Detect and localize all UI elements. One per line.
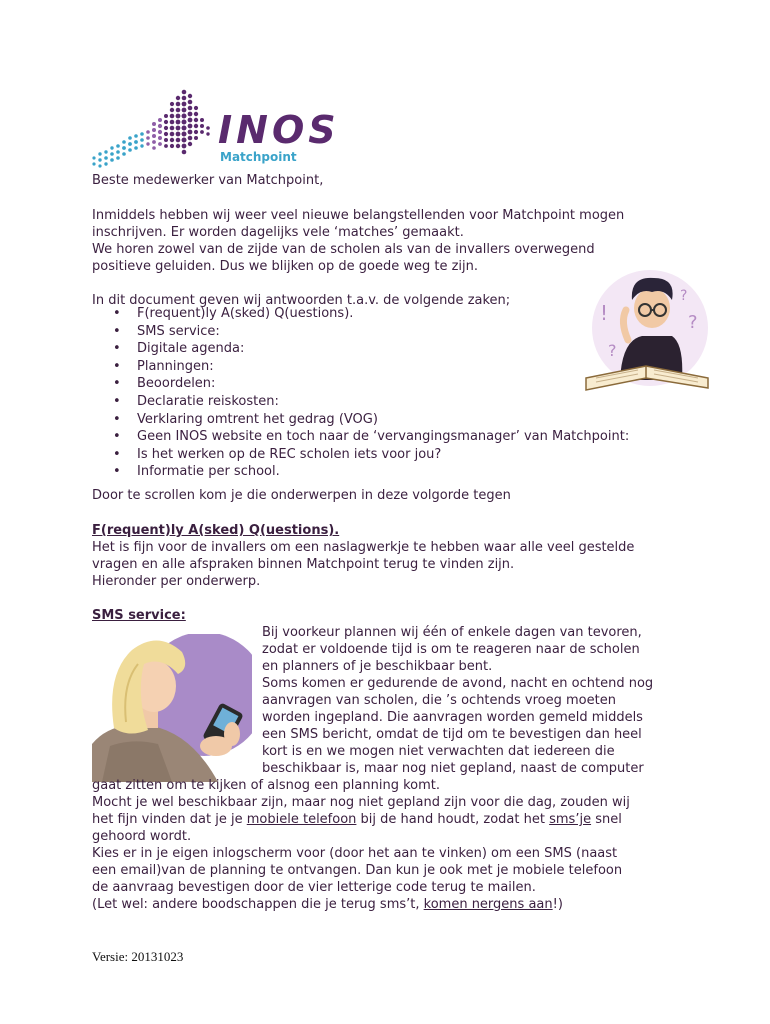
sms-line	[92, 896, 563, 913]
sms-line: gehoord wordt.	[92, 829, 192, 844]
sms-line: een email)van de planning te ontvangen. Dan kun je ook met je mobiele telefoon	[92, 863, 623, 878]
komen-nergens-aan-link[interactable]: komen nergens aan	[423, 897, 553, 912]
topic-item: • F(requent)ly A(sked) Q(uestions).	[110, 305, 629, 323]
sms-text: het fijn vinden dat je je	[92, 812, 247, 827]
topic-item: • SMS service:	[110, 323, 629, 341]
svg-text:?: ?	[688, 312, 698, 333]
smsje-link[interactable]: sms’je	[549, 812, 592, 827]
intro-line: positieve geluiden. Dus we blijken op de goede weg te zijn.	[92, 259, 478, 274]
sms-line: aanvragen van scholen, die ’s ochtends vroeg moeten	[262, 693, 616, 708]
sms-line: Mocht je wel beschikbaar zijn, maar nog niet gepland zijn voor die dag, zouden wij	[92, 795, 630, 810]
topics-outro: Door te scrollen kom je die onderwerpen in deze volgorde tegen	[92, 488, 511, 503]
sms-line: gaat zitten om te kijken of alsnog een planning komt.	[92, 778, 440, 793]
topic-item: • Beoordelen:	[110, 375, 629, 393]
topic-item: • Digitale agenda:	[110, 340, 629, 358]
sms-line: Kies er in je eigen inlogscherm voor (door het aan te vinken) om een SMS (naast	[92, 846, 618, 861]
topic-item: • Is het werken op de REC scholen iets voor jou?	[110, 446, 629, 464]
svg-text:!: !	[600, 301, 609, 325]
topic-item: • Informatie per school.	[110, 463, 629, 481]
faq-line: vragen en alle afspraken binnen Matchpoint terug te vinden zijn.	[92, 557, 515, 572]
sms-line: een SMS bericht, omdat de tijd om te bevestigen dan heel	[262, 727, 642, 742]
sms-line	[92, 811, 622, 828]
sms-text: bij de hand houdt, zodat het	[356, 812, 550, 827]
sms-line: zodat er voldoende tijd is om te reageren naar de scholen	[262, 642, 640, 657]
sms-line: de aanvraag bevestigen door de vier letterige code terug te mailen.	[92, 880, 536, 895]
intro-line: We horen zowel van de zijde van de scholen als van de invallers overwegend	[92, 242, 595, 257]
sms-line: Soms komen er gedurende de avond, nacht en ochtend nog	[262, 676, 654, 691]
sms-heading: SMS service:	[92, 608, 186, 623]
logo-brand: INOS	[218, 108, 340, 152]
svg-text:?: ?	[680, 288, 688, 304]
sms-text: (Let wel: andere boodschappen die je terug sms’t,	[92, 897, 424, 912]
sms-line: en planners of je beschikbaar bent.	[262, 659, 493, 674]
sms-line: beschikbaar is, maar nog niet gepland, naast de computer	[262, 761, 644, 776]
faq-heading: F(requent)ly A(sked) Q(uestions).	[92, 523, 340, 538]
mobiele-telefoon-link[interactable]: mobiele telefoon	[246, 812, 357, 827]
sms-text: snel	[591, 812, 622, 827]
greeting: Beste medewerker van Matchpoint,	[92, 173, 324, 188]
reading-man-illustration	[580, 270, 720, 400]
faq-line: Het is fijn voor de invallers om een naslagwerkje te hebben waar alle veel gestelde	[92, 540, 635, 555]
topic-item: • Planningen:	[110, 358, 629, 376]
svg-text:?: ?	[608, 341, 617, 360]
sms-line: worden ingepland. Die aanvragen worden gemeld middels	[262, 710, 643, 725]
sms-text: !)	[552, 897, 563, 912]
sms-line: kort is en we mogen niet verwachten dat iedereen die	[262, 744, 615, 759]
intro-line: Inmiddels hebben wij weer veel nieuwe belangstellenden voor Matchpoint mogen	[92, 208, 625, 223]
woman-with-phone-illustration	[92, 634, 252, 782]
faq-line: Hieronder per onderwerp.	[92, 574, 261, 589]
topics-intro: In dit document geven wij antwoorden t.a.v. de volgende zaken;	[92, 293, 511, 308]
sms-line: Bij voorkeur plannen wij één of enkele dagen van tevoren,	[262, 625, 642, 640]
logo-sub: Matchpoint	[220, 150, 297, 164]
version-label: Versie: 20131023	[92, 949, 184, 964]
topic-item: • Verklaring omtrent het gedrag (VOG)	[110, 411, 629, 429]
topics-list	[110, 305, 629, 481]
topic-item: • Geen INOS website en toch naar de ‘vervangingsmanager’ van Matchpoint:	[110, 428, 629, 446]
inos-logo	[88, 86, 340, 172]
topic-item: • Declaratie reiskosten:	[110, 393, 629, 411]
intro-line: inschrijven. Er worden dagelijks vele ‘matches’ gemaakt.	[92, 225, 464, 240]
